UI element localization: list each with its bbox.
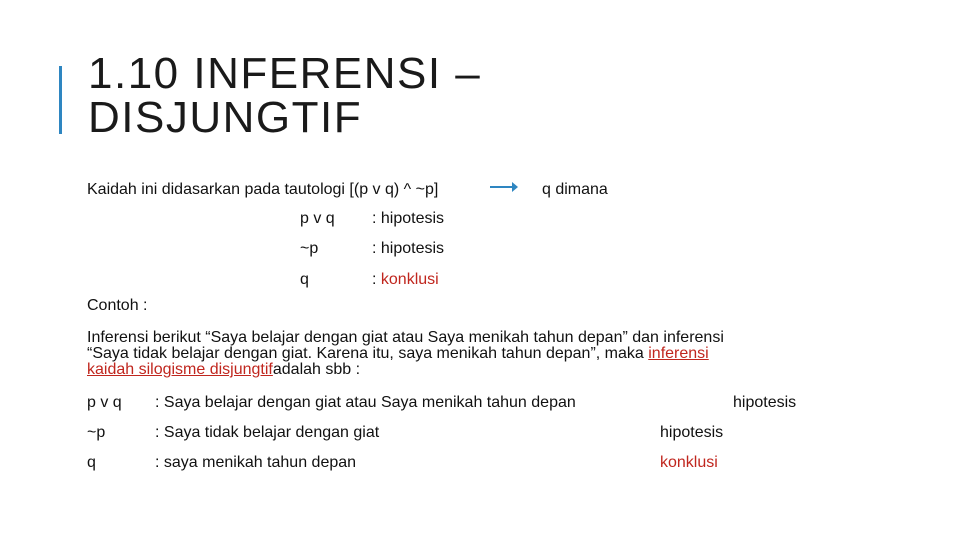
paragraph-line-2-text: “Saya tidak belajar dengan giat. Karena itu, saya menikah tahun depan”, maka: [87, 345, 649, 362]
example-role: hipotesis: [733, 394, 797, 411]
rule-desc: : hipotesis: [372, 240, 445, 257]
rule-desc-conclusion: konklusi: [380, 271, 439, 288]
rule-symbol: q: [300, 271, 309, 288]
slide-title: [88, 49, 482, 142]
example-statement: : Saya tidak belajar dengan giat: [155, 424, 380, 441]
example-statement: : Saya belajar dengan giat atau Saya menikah tahun depan: [155, 394, 576, 411]
silogisme-disjungtif-link[interactable]: kaidah silogisme disjungtif: [87, 361, 273, 378]
rule-desc: : hipotesis: [372, 210, 445, 227]
rule-desc-prefix: :: [372, 271, 381, 288]
example-symbol: p v q: [87, 394, 122, 411]
paragraph-line-3-text: adalah sbb :: [272, 361, 361, 378]
intro-text: Kaidah ini didasarkan pada tautologi [(p v q) ^ ~p]: [87, 181, 439, 198]
example-symbol: ~p: [87, 424, 106, 441]
example-role: hipotesis: [660, 424, 724, 441]
example-paragraph: [87, 330, 847, 378]
rule-symbol: p v q: [300, 210, 335, 227]
rule-desc: [372, 271, 439, 289]
example-role-conclusion: konklusi: [660, 454, 718, 471]
example-label: Contoh :: [87, 297, 148, 314]
title-accent-bar: [59, 66, 62, 134]
example-symbol: q: [87, 454, 96, 471]
implication-arrow-icon: [490, 186, 514, 188]
rule-symbol: ~p: [300, 240, 319, 257]
example-statement: : saya menikah tahun depan: [155, 454, 357, 471]
paragraph-line-1: Inferensi berikut “Saya belajar dengan giat atau Saya menikah tahun depan” dan inferensi: [87, 329, 724, 346]
intro-conclusion: q dimana: [542, 181, 608, 198]
inferensi-link[interactable]: inferensi: [648, 345, 709, 362]
paragraph-line-2: [87, 346, 847, 362]
title-line-2: DISJUNGTIF: [88, 93, 363, 142]
title-line-1: 1.10 INFERENSI –: [88, 49, 482, 98]
paragraph-line-3: [87, 362, 847, 378]
